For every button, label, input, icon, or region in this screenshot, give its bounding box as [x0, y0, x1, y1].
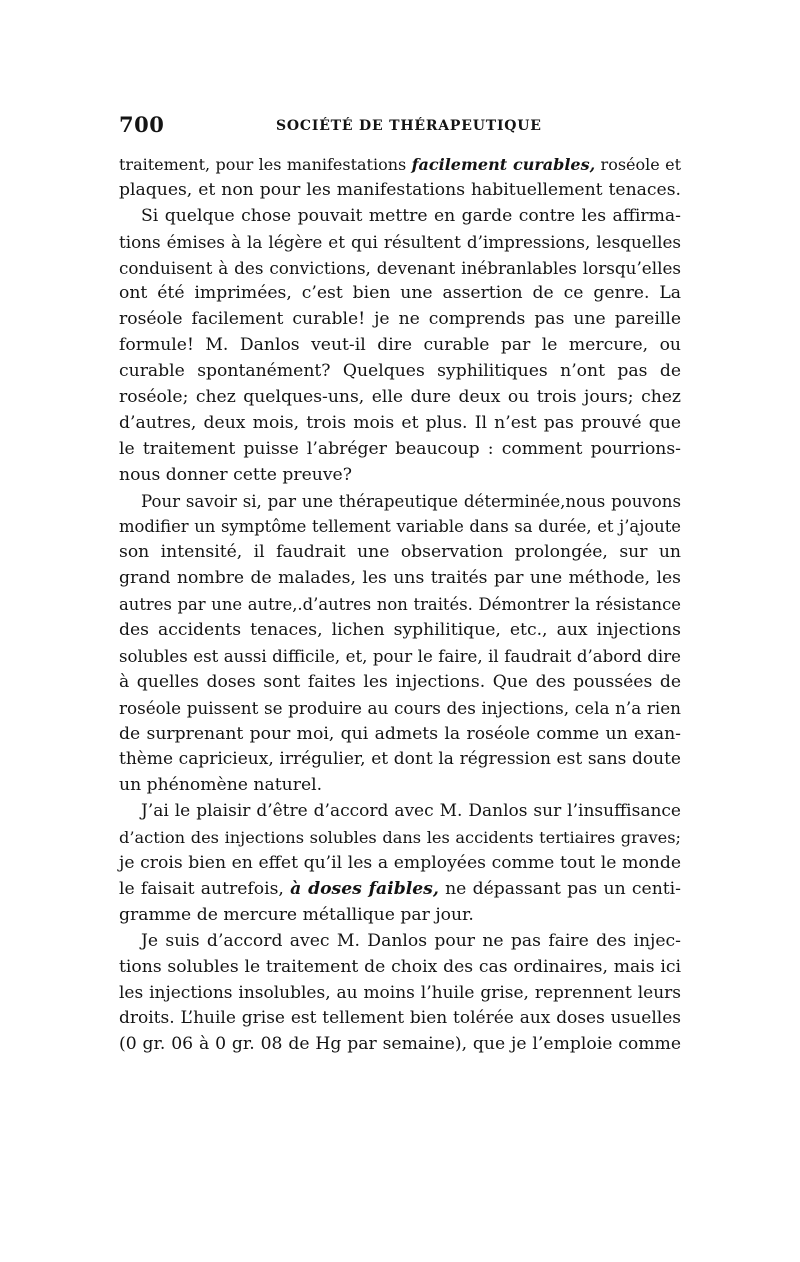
text-line	[119, 307, 681, 333]
text-fragment: J’ai le plaisir d’être d’accord avec M. Danlos sur l’insuffisance	[141, 801, 681, 822]
text-fragment: roséole facilement curable! je ne comprends pas une pareille	[119, 309, 681, 330]
text-line	[119, 437, 681, 463]
text-fragment: ont été imprimées, c’est bien une assertion de ce genre. La	[119, 283, 681, 304]
text-line	[119, 592, 681, 618]
text-fragment: je crois bien en effet qu’il les a employées comme tout le monde	[119, 853, 681, 874]
text-fragment: de surprenant pour moi, qui admets la roséole comme un exan-	[119, 723, 681, 744]
text-line	[119, 514, 681, 540]
text-fragment: thème capricieux, irrégulier, et dont la régression est sans doute	[119, 749, 681, 770]
text-fragment: son intensité, il faudrait une observation prolongée, sur un	[119, 542, 681, 563]
text-fragment: gramme de mercure métallique par jour.	[119, 904, 474, 925]
text-line	[119, 618, 681, 644]
running-title: SOCIÉTÉ DE THÉRAPEUTIQUE	[276, 118, 542, 134]
text-line	[119, 670, 681, 696]
text-line	[119, 256, 681, 282]
text-line	[119, 230, 681, 256]
text-line	[119, 696, 681, 722]
text-line	[119, 903, 681, 929]
text-fragment: solubles est aussi difficile, et, pour le faire, il faudrait d’abord dire	[119, 646, 681, 666]
text-line	[119, 566, 681, 592]
text-fragment: tions solubles le traitement de choix des cas ordinaires, mais ici	[119, 956, 681, 977]
italic-phrase: à doses faibles,	[290, 878, 439, 899]
text-fragment: tions émises à la légère et qui résultent d’impressions, lesquelles	[119, 231, 681, 252]
text-line	[119, 747, 681, 773]
text-line	[119, 463, 681, 489]
text-fragment: curable spontanément? Quelques syphilitiques n’ont pas de	[119, 361, 681, 382]
text-fragment: plaques, et non pour les manifestations habituellement tenaces.	[119, 179, 681, 200]
text-fragment: conduisent à des convictions, devenant inébranlables lorsqu’elles	[119, 257, 681, 278]
text-line	[119, 773, 681, 799]
text-fragment: nous donner cette preuve?	[119, 464, 352, 485]
text-line	[119, 152, 681, 178]
text-line	[119, 929, 681, 955]
text-line	[119, 799, 681, 825]
text-fragment: traitement, pour les manifestations	[119, 155, 412, 174]
text-fragment: les injections insolubles, au moins l’huile grise, reprennent leurs	[119, 982, 681, 1003]
text-line	[119, 825, 681, 851]
text-line	[119, 204, 681, 230]
text-fragment: roséole; chez quelques-uns, elle dure deux ou trois jours; chez	[119, 387, 681, 408]
text-line	[119, 877, 681, 903]
text-fragment: roséole et	[595, 155, 682, 174]
text-fragment: ne dépassant pas un centi-	[438, 878, 681, 899]
text-fragment: Je suis d’accord avec M. Danlos pour ne pas faire des injec-	[141, 930, 681, 951]
text-fragment: d’action des injections solubles dans les accidents tertiaires graves;	[119, 828, 681, 848]
text-fragment: formule! M. Danlos veut-il dire curable par le mercure, ou	[119, 335, 681, 356]
text-fragment: droits. L’huile grise est tellement bien tolérée aux doses usuelles	[119, 1008, 681, 1029]
text-line	[119, 489, 681, 515]
page-header	[119, 108, 681, 142]
text-fragment: roséole puissent se produire au cours des injections, cela n’a rien	[119, 697, 681, 718]
page-number: 700	[119, 112, 165, 137]
text-fragment: le traitement puisse l’abréger beaucoup : comment pourrions-	[119, 438, 681, 459]
text-line	[119, 178, 681, 204]
text-line	[119, 955, 681, 981]
text-line	[119, 540, 681, 566]
text-line	[119, 359, 681, 385]
text-line	[119, 411, 681, 437]
text-fragment: d’autres, deux mois, trois mois et plus. Il n’est pas prouvé que	[119, 412, 681, 433]
text-fragment: un phénomène naturel.	[119, 775, 323, 796]
text-fragment: le faisait autrefois,	[119, 878, 291, 899]
text-line	[119, 851, 681, 877]
text-fragment: Pour savoir si, par une thérapeutique déterminée,nous pouvons	[141, 491, 681, 511]
text-line	[119, 981, 681, 1007]
text-fragment: des accidents tenaces, lichen syphilitique, etc., aux injections	[119, 620, 681, 641]
text-fragment: autres par une autre,.d’autres non traités. Démontrer la résistance	[119, 595, 681, 615]
text-fragment: (0 gr. 06 à 0 gr. 08 de Hg par semaine), que je l’emploie comme	[119, 1034, 681, 1055]
book-page	[119, 108, 681, 1058]
text-fragment: Si quelque chose pouvait mettre en garde contre les affirma-	[141, 205, 681, 226]
text-fragment: grand nombre de malades, les uns traités par une méthode, les	[119, 568, 681, 589]
body-text	[119, 152, 681, 1058]
text-line	[119, 1032, 681, 1058]
italic-phrase: facilement curables,	[411, 155, 596, 174]
text-line	[119, 385, 681, 411]
text-line	[119, 644, 681, 670]
text-line	[119, 333, 681, 359]
text-fragment: modifier un symptôme tellement variable dans sa durée, et j’ajoute	[119, 517, 681, 537]
text-line	[119, 1006, 681, 1032]
text-line	[119, 722, 681, 748]
text-fragment: à quelles doses sont faites les injections. Que des poussées de	[119, 671, 681, 692]
text-line	[119, 281, 681, 307]
